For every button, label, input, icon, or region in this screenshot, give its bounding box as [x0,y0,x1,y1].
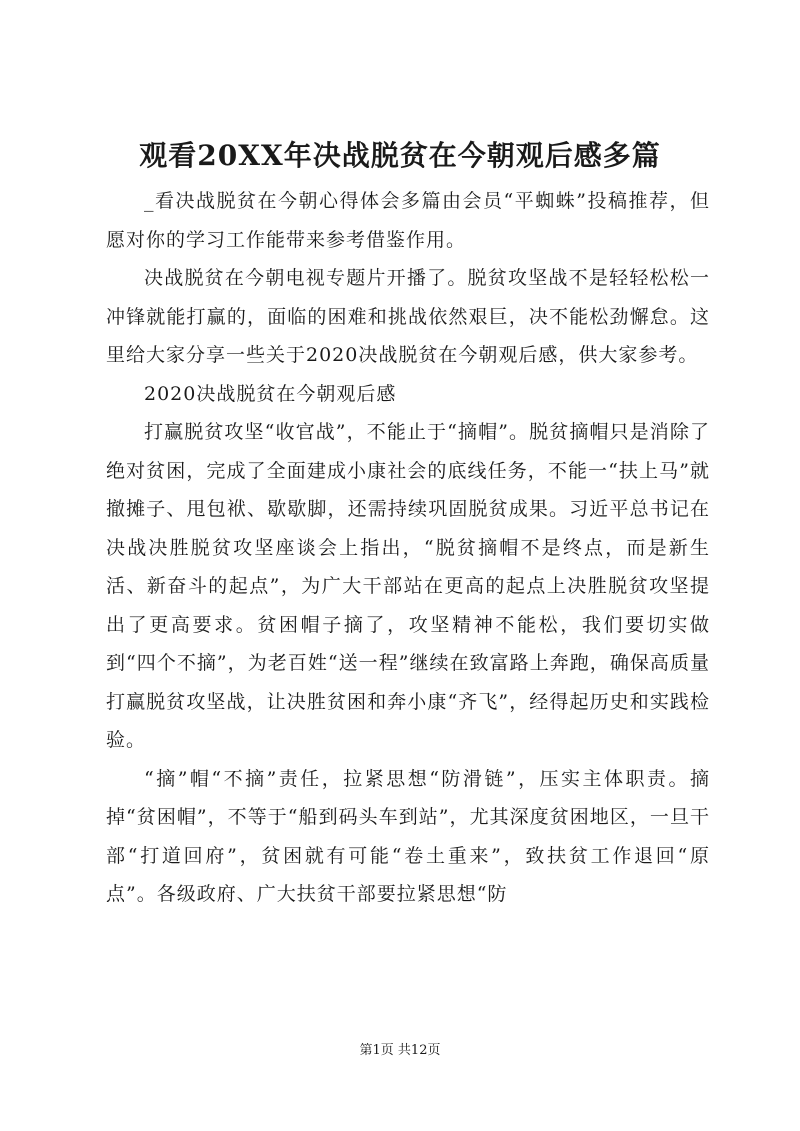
document-body [106,182,710,914]
page-number-footer: 第1页 共12页 [359,1043,441,1058]
document-title: 观看20XX年决战脱贫在今朝观后感多篇 [139,139,661,172]
section-heading: 2020决战脱贫在今朝观后感 [144,382,397,405]
body-paragraph-2: “摘”帽“不摘”责任，拉紧思想“防滑链”，压实主体职责。摘掉“贫困帽”，不等于“船到码头车到站”，尤其深度贫困地区，一旦干部“打道回府”，贫困就有可能“卷土重来”，致扶贫工作退回“原点”。各级政府、广大扶贫干部要拉紧思想“防 [106,767,710,905]
intro-paragraph: _看决战脱贫在今朝心得体会多篇由会员“平蜘蛛”投稿推荐，但愿对你的学习工作能带来参考借鉴作用。 [106,190,710,251]
body-paragraph-1: 打赢脱贫攻坚“收官战”，不能止于“摘帽”。脱贫摘帽只是消除了绝对贫困，完成了全面建成小康社会的底线任务，不能一“扶上马”就撤摊子、甩包袱、歇歇脚，还需持续巩固脱贫成果。习近平总书记在决战决胜脱贫攻坚座谈会上指出，“脱贫摘帽不是终点，而是新生活、新奋斗的起点”，为广大干部站在更高的起点上决胜脱贫攻坚提出了更高要求。贫困帽子摘了，攻坚精神不能松，我们要切实做到“四个不摘”，为老百姓“送一程”继续在致富路上奔跑，确保高质量打赢脱贫攻坚战，让决胜贫困和奔小康“齐飞”，经得起历史和实践检验。 [106,421,710,751]
summary-paragraph: 决战脱贫在今朝电视专题片开播了。脱贫攻坚战不是轻轻松松一冲锋就能打赢的，面临的困难和挑战依然艰巨，决不能松劲懈怠。这里给大家分享一些关于2020决战脱贫在今朝观后感，供大家参考。 [106,267,710,366]
